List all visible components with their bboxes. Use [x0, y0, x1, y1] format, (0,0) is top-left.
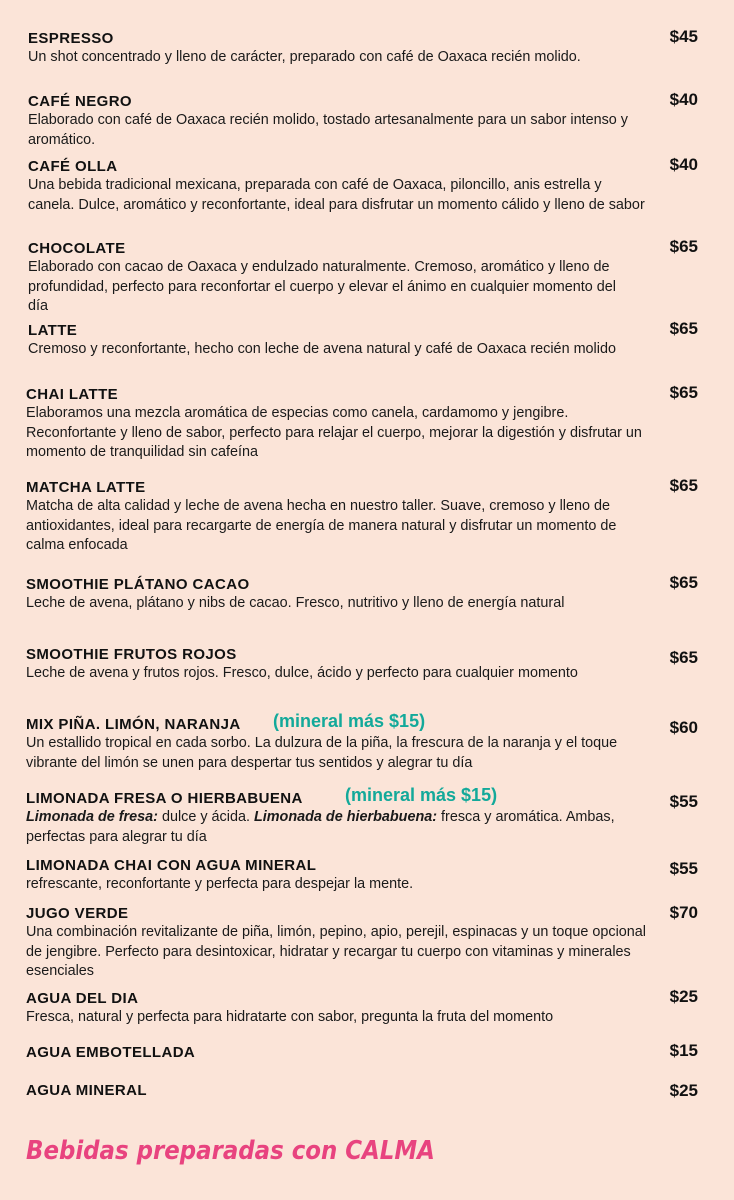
desc-text-fresa: dulce y ácida.: [157, 809, 254, 825]
item-description: Una combinación revitalizante de piña, limón, pepino, apio, perejil, espinacas y un toque opcional de jengibre. Perfecto para desintoxicar, hidratar y recargar tu cuerpo con vitaminas y minerales esenciales: [26, 924, 646, 979]
item-name: CHAI LATTE: [26, 386, 119, 403]
item-name: SMOOTHIE PLÁTANO CACAO: [26, 576, 250, 593]
item-price: $40: [669, 90, 698, 109]
item-name: CHOCOLATE: [28, 240, 126, 257]
item-price: $65: [669, 383, 698, 402]
item-description: Cremoso y reconfortante, hecho con leche de avena natural y café de Oaxaca recién molido: [28, 341, 616, 357]
item-description: Elaborado con café de Oaxaca recién molido, tostado artesanalmente para un sabor intenso y aromático.: [28, 112, 628, 148]
item-description: Un shot concentrado y lleno de carácter, preparado con café de Oaxaca recién molido.: [28, 49, 581, 65]
item-name: LIMONADA CHAI CON AGUA MINERAL: [26, 857, 317, 874]
desc-text-hierbabuena: fresca y aromática. Ambas, perfectas para alegrar tu día: [26, 809, 615, 845]
mineral-note: (mineral más $15): [345, 785, 498, 805]
item-price: $65: [669, 319, 698, 338]
item-description: Una bebida tradicional mexicana, preparada con café de Oaxaca, piloncillo, anis estrella y canela. Dulce, aromático y reconfortante, ideal para disfrutar un momento cálido y lleno de sabor: [28, 177, 645, 213]
item-price: $65: [669, 237, 698, 256]
item-name: ESPRESSO: [28, 30, 114, 47]
mineral-note: (mineral más $15): [273, 711, 426, 731]
item-price: $40: [669, 155, 698, 174]
item-description: Elaborado con cacao de Oaxaca y endulzado naturalmente. Cremoso, aromático y lleno de profundidad, perfecto para reconfortar el cuerpo y elevar el ánimo en cualquier momento del día: [28, 259, 616, 314]
item-name: MATCHA LATTE: [26, 479, 146, 496]
item-name: LATTE: [28, 322, 78, 339]
item-description: Elaboramos una mezcla aromática de especias como canela, cardamomo y jengibre. Reconfortante y lleno de sabor, perfecto para relajar el cuerpo, mejorar la digestión y disfrutar un momento de tranquilidad sin cafeína: [26, 405, 642, 460]
item-description: Leche de avena, plátano y nibs de cacao. Fresco, nutritivo y lleno de energía natural: [26, 595, 565, 611]
item-name: LIMONADA FRESA O HIERBABUENA: [26, 790, 303, 807]
item-description: Fresca, natural y perfecta para hidratarte con sabor, pregunta la fruta del momento: [26, 1009, 554, 1025]
item-price: $55: [669, 859, 698, 878]
item-name: AGUA MINERAL: [26, 1082, 147, 1099]
item-price: $60: [669, 718, 698, 737]
item-name: AGUA DEL DIA: [26, 990, 139, 1007]
item-name: CAFÉ NEGRO: [28, 93, 133, 110]
item-description: [26, 808, 666, 847]
item-description: refrescante, reconfortante y perfecta para despejar la mente.: [26, 876, 414, 892]
item-description: Matcha de alta calidad y leche de avena hecha en nuestro taller. Suave, cremoso y lleno de antioxidantes, ideal para recargarte de energía de manera natural y disfrutar un momento de calma enfocada: [26, 498, 617, 553]
item-name: JUGO VERDE: [26, 905, 129, 922]
item-price: $70: [669, 903, 698, 922]
item-price: $55: [669, 792, 698, 811]
item-description: Un estallido tropical en cada sorbo. La dulzura de la piña, la frescura de la naranja y el toque vibrante del limón se unen para despertar tus sentidos y alegrar tu día: [26, 735, 618, 771]
item-description: Leche de avena y frutos rojos. Fresco, dulce, ácido y perfecto para cualquier momento: [26, 665, 578, 681]
desc-label-fresa: Limonada de fresa:: [26, 809, 158, 825]
item-name: SMOOTHIE FRUTOS ROJOS: [26, 646, 237, 663]
item-price: $65: [669, 648, 698, 667]
item-name: MIX PIÑA. LIMÓN, NARANJA: [26, 716, 241, 733]
item-price: $65: [669, 476, 698, 495]
desc-label-hierbabuena: Limonada de hierbabuena:: [253, 809, 438, 825]
item-price: $45: [669, 27, 698, 46]
item-price: $15: [669, 1041, 698, 1060]
item-name: AGUA EMBOTELLADA: [26, 1044, 196, 1061]
footer-tagline: Bebidas preparadas con CALMA: [26, 1136, 435, 1166]
item-name: CAFÉ OLLA: [28, 158, 118, 175]
item-price: $25: [669, 1081, 698, 1100]
item-price: $65: [669, 573, 698, 592]
item-price: $25: [669, 987, 698, 1006]
